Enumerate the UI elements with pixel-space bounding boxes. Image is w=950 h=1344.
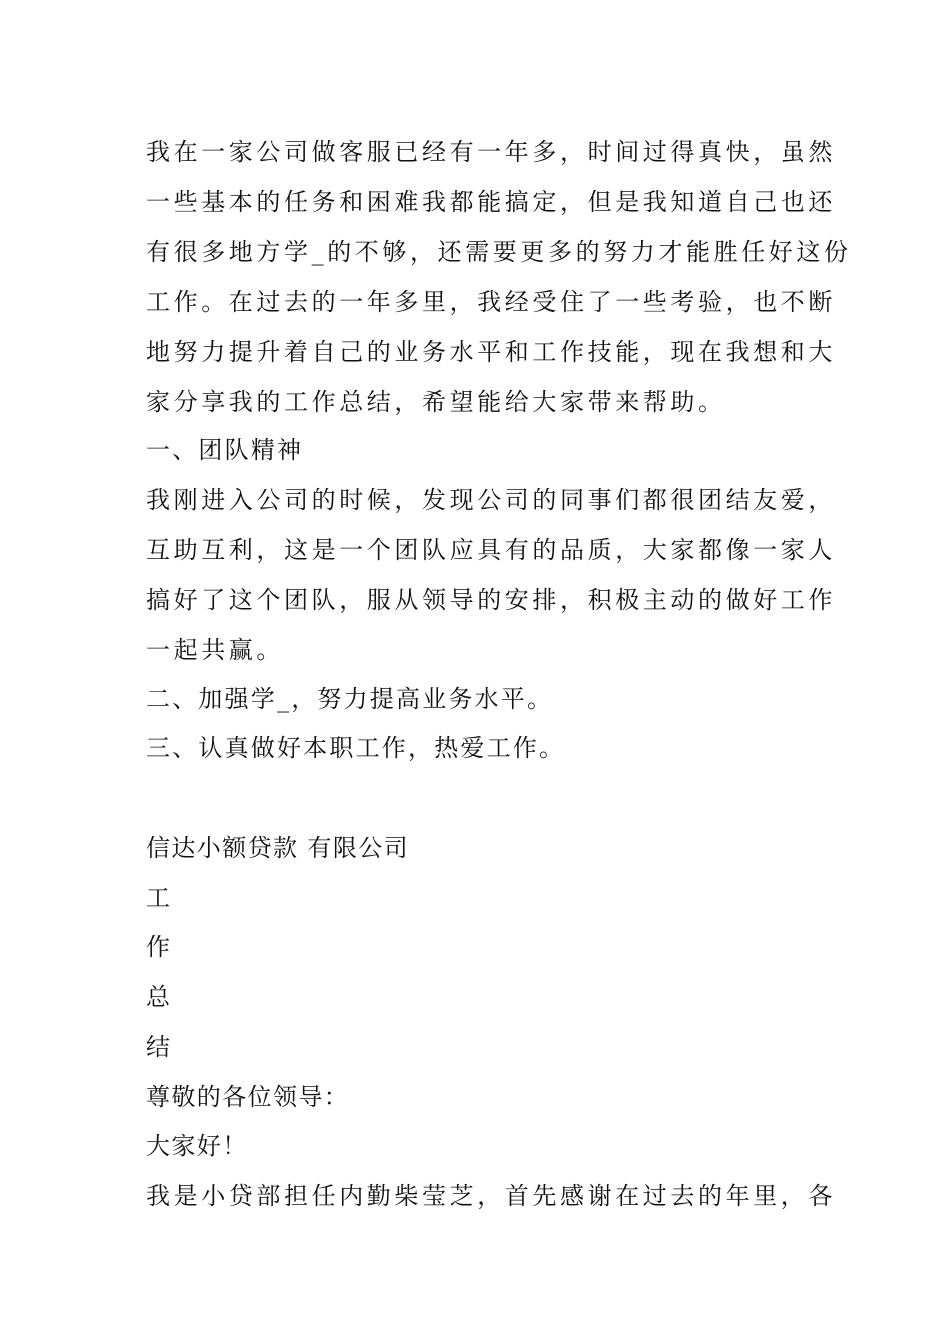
title-char: 工 [146,884,172,912]
section-heading-team-spirit: 一、团队精神 [146,436,304,464]
intro-line: 地努力提升着自己的业务水平和工作技能，现在我想和大 [146,338,836,366]
intro-line: 我在一家公司做客服已经有一年多，时间过得真快，虽然 [146,138,836,166]
body-line: 我是小贷部担任内勤柴莹芝，首先感谢在过去的年里，各 [146,1182,836,1210]
title-char: 结 [146,1033,172,1061]
intro-line: 工作。在过去的一年多里，我经受住了一些考验，也不断 [146,288,836,316]
section-heading-learning: 二、加强学_，努力提高业务水平。 [146,685,554,713]
section-line: 一起共赢。 [146,636,284,664]
intro-line: 家分享我的工作总结，希望能给大家带来帮助。 [146,388,726,416]
section-line: 搞好了这个团队，服从领导的安排，积极主动的做好工作 [146,586,836,614]
section-line: 我刚进入公司的时候，发现公司的同事们都很团结友爱， [146,486,836,514]
intro-line: 有很多地方学_的不够，还需要更多的努力才能胜任好这份 [146,238,852,266]
intro-line: 一些基本的任务和困难我都能搞定，但是我知道自己也还 [146,188,836,216]
company-name: 信达小额贷款 有限公司 [146,834,410,862]
section-line: 互助互利，这是一个团队应具有的品质，大家都像一家人 [146,536,836,564]
greeting: 大家好！ [146,1132,248,1160]
salutation: 尊敬的各位领导： [146,1083,350,1111]
title-char: 作 [146,933,172,961]
section-heading-duty: 三、认真做好本职工作，热爱工作。 [146,734,566,762]
title-char: 总 [146,983,172,1011]
